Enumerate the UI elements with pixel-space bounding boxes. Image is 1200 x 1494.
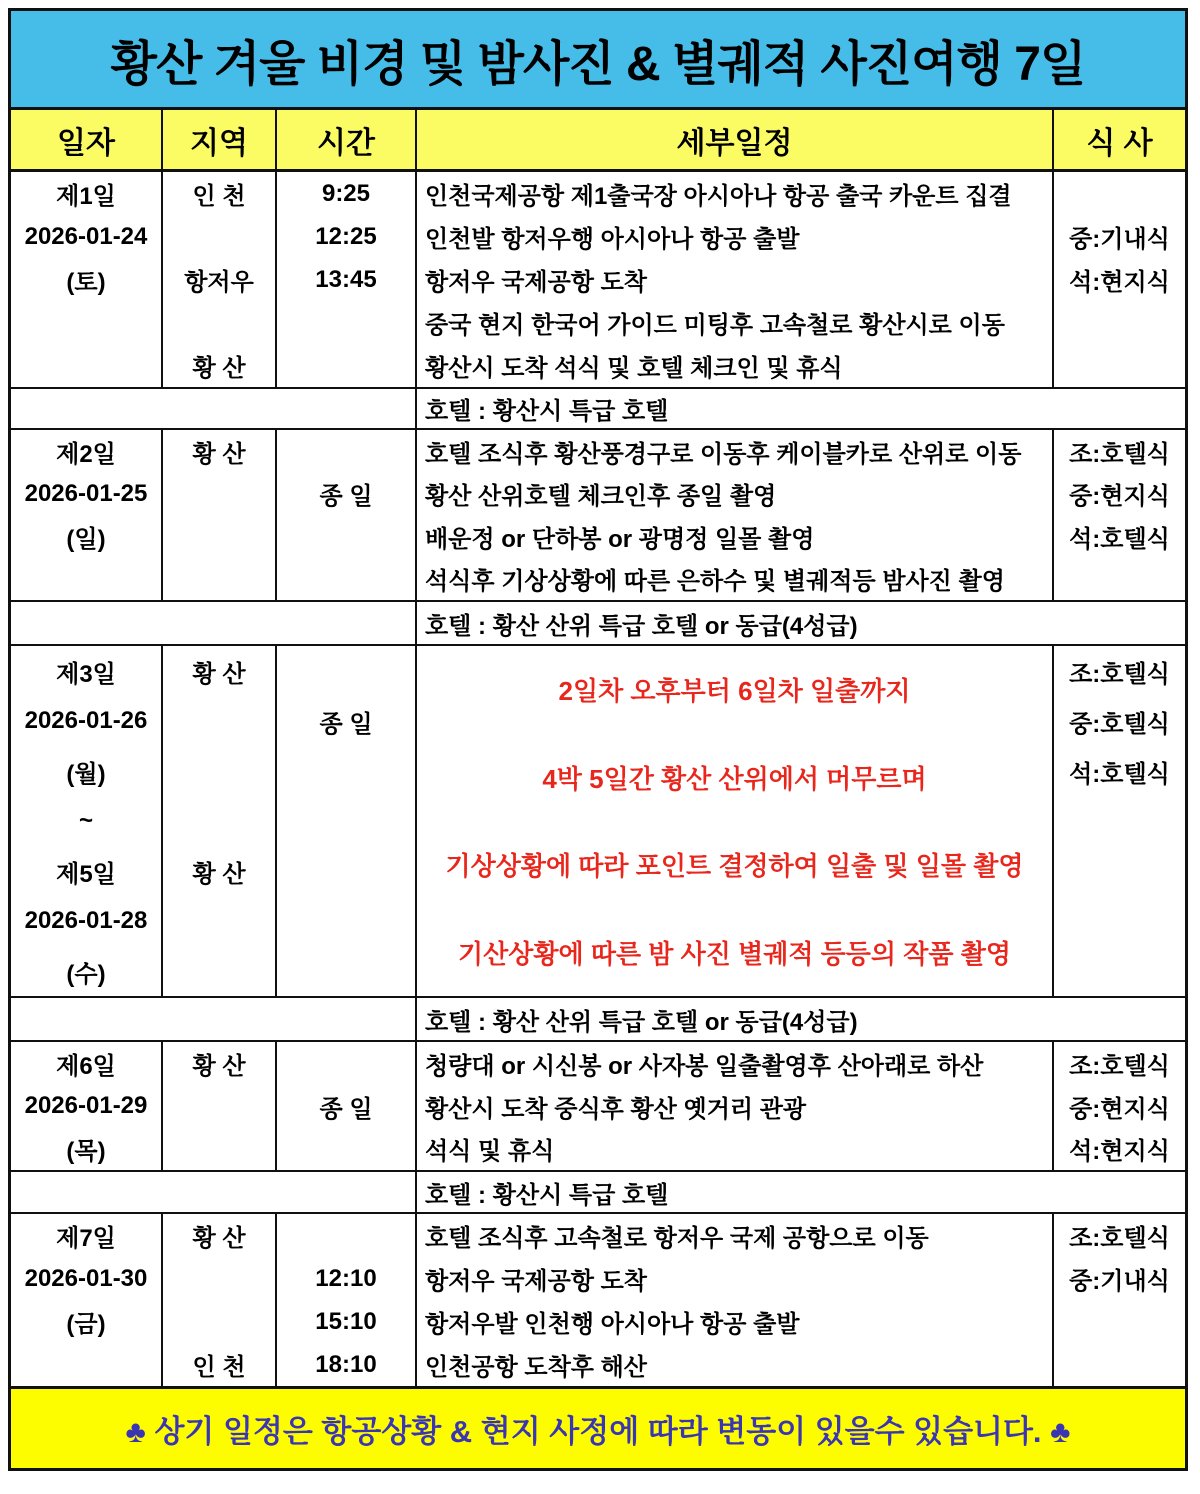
detail-line: 석식 및 휴식 [425,1138,555,1166]
hotel-note-cell [417,389,1185,428]
time-line [277,796,415,846]
hotel-note-cell [417,602,1185,644]
meal-line: 조:호텔식 [1069,440,1170,468]
detail-line: 4박 5일간 황산 산위에서 머무르며 [542,763,927,794]
meal-line: 석:현지식 [1069,1138,1170,1166]
column-header-meals: 식 사 [1086,126,1153,160]
time-line [277,946,415,996]
date-line: ~ [78,807,93,834]
region-line: 황 산 [192,355,246,382]
detail-line: 인천공항 도착후 해산 [425,1354,647,1381]
time-line [277,646,415,696]
region-line [163,746,275,796]
meal-line: 조:호텔식 [1069,1052,1170,1080]
date-line: (일) [66,525,106,553]
hotel-note: 호텔 : 황산 산위 특급 호텔 or 동급(4성급) [425,612,858,640]
date-line: (금) [66,1311,106,1338]
date-cell [11,646,163,996]
region-cell [163,1042,277,1170]
meal-line: 석:호텔식 [1069,760,1170,788]
hotel-row [11,996,1185,1040]
detail-line: 청량대 or 시신봉 or 사자봉 일출촬영후 산아래로 하산 [425,1052,984,1080]
meal-line [1054,896,1185,946]
region-line [163,896,275,946]
meal-line [1054,796,1185,846]
hotel-spacer-cell [11,602,417,644]
hotel-spacer-cell [11,1172,417,1212]
region-line: 인 천 [192,1354,246,1381]
region-line [163,696,275,746]
footer-notice: ♣ 상기 일정은 항공상황 & 현지 사정에 따라 변동이 있을수 있습니다. ♣ [11,1386,1185,1468]
detail-line: 기산상황에 따른 밤 사진 별궤적 등등의 작품 촬영 [458,938,1011,969]
hotel-spacer-cell [11,389,417,428]
time-line: 15:10 [315,1307,377,1335]
details-cell [417,172,1054,387]
meal-line [1054,1343,1185,1386]
date-line: 2026-01-25 [24,479,148,507]
region-line [163,1257,275,1300]
date-line [11,558,161,601]
detail-line: 호텔 조식후 고속철로 항저우 국제 공항으로 이동 [425,1225,929,1252]
details-cell [417,1214,1054,1386]
date-line [11,301,161,344]
hotel-row [11,1170,1185,1212]
itinerary-rows [11,172,1185,1386]
detail-line: 항저우 국제공항 도착 [425,1268,647,1295]
time-line: 종 일 [319,483,373,511]
column-header-details: 세부일정 [417,110,1054,169]
date-line [11,1343,161,1386]
itinerary-day-row [11,1040,1185,1170]
region-line [163,558,275,601]
table-header-row [11,110,1185,172]
meal-line: 중:현지식 [1069,1095,1170,1123]
date-line: (수) [66,960,106,988]
time-line: 12:25 [315,222,377,250]
region-line: 황 산 [192,860,246,888]
itinerary-day-row [11,172,1185,387]
detail-line: 기상상황에 따라 포인트 결정하여 일출 및 일몰 촬영 [445,851,1024,882]
detail-line: 황산 산위호텔 체크인후 종일 촬영 [425,483,777,511]
details-cell [417,1042,1054,1170]
meal-line: 조:호텔식 [1069,1225,1170,1252]
time-cell [277,172,417,387]
region-cell [163,1214,277,1386]
date-line: 제1일 [56,183,116,210]
region-cell [163,172,277,387]
region-line [163,301,275,344]
time-line [277,515,415,558]
time-line [277,558,415,601]
date-line: 2026-01-24 [24,222,148,250]
region-line [163,215,275,258]
time-line [277,896,415,946]
region-line: 항저우 [184,269,254,296]
region-line: 황 산 [192,1225,246,1252]
time-line [277,1042,415,1085]
meal-line [1054,846,1185,896]
itinerary-day-row [11,1212,1185,1386]
time-line [277,846,415,896]
column-header-date: 일자 [11,110,163,169]
meal-line: 중:현지식 [1069,483,1170,511]
date-line: (월) [66,760,106,788]
page-title: 황산 겨울 비경 및 밤사진 & 별궤적 사진여행 7일 [11,11,1185,110]
detail-line: 항저우 국제공항 도착 [425,269,647,296]
date-cell [11,1214,163,1386]
hotel-note: 호텔 : 황산시 특급 호텔 [425,1181,669,1209]
hotel-row [11,387,1185,428]
meals-cell [1054,1042,1185,1170]
region-cell [163,646,277,996]
meals-cell [1054,1214,1185,1386]
time-line: 12:10 [315,1264,377,1292]
date-cell [11,172,163,387]
detail-line: 황산시 도착 석식 및 호텔 체크인 및 휴식 [425,355,843,382]
meal-line [1054,946,1185,996]
region-line [163,1300,275,1343]
column-header-time: 시간 [277,110,417,169]
meal-line [1054,172,1185,215]
column-header-region: 지역 [163,110,277,169]
date-line: (목) [66,1138,106,1166]
time-line [277,1214,415,1257]
detail-line: 배운정 or 단하봉 or 광명정 일몰 촬영 [425,525,815,553]
meals-cell [1054,172,1185,387]
time-line: 종 일 [319,1095,373,1123]
hotel-spacer-cell [11,998,417,1040]
region-line: 인 천 [192,183,246,210]
hotel-note-cell [417,1172,1185,1212]
hotel-note: 호텔 : 황산 산위 특급 호텔 or 동급(4성급) [425,1008,858,1036]
date-cell [11,430,163,600]
date-line: 2026-01-26 [24,707,148,734]
region-line [163,796,275,846]
detail-line: 석식후 기상상황에 따른 은하수 및 별궤적등 밤사진 촬영 [425,568,1005,596]
detail-line: 인천국제공항 제1출국장 아시아나 항공 출국 카운트 집결 [425,183,1012,210]
time-line [277,1127,415,1170]
meal-line [1054,1300,1185,1343]
detail-line: 인천발 항저우행 아시아나 항공 출발 [425,226,800,253]
meal-line [1054,558,1185,601]
meal-line: 석:호텔식 [1069,525,1170,553]
region-line [163,1085,275,1128]
time-cell [277,1214,417,1386]
region-line [163,946,275,996]
time-cell [277,646,417,996]
date-line: 제2일 [56,440,116,468]
region-line [163,515,275,558]
time-cell [277,430,417,600]
meal-line: 중:기내식 [1069,226,1170,253]
region-line [163,1127,275,1170]
meal-line: 중:기내식 [1069,1268,1170,1295]
date-line: (토) [66,269,106,296]
meal-line [1054,344,1185,387]
time-cell [277,1042,417,1170]
meal-line: 석:현지식 [1069,269,1170,296]
meal-line: 조:호텔식 [1069,660,1170,688]
hotel-note: 호텔 : 황산시 특급 호텔 [425,398,669,425]
date-line: 제5일 [56,860,116,888]
meals-cell [1054,430,1185,600]
region-line: 황 산 [192,1052,246,1080]
details-cell [417,430,1054,600]
region-cell [163,430,277,600]
date-line: 2026-01-28 [24,907,148,934]
meals-cell [1054,646,1185,996]
date-line: 2026-01-30 [24,1264,148,1292]
time-line [277,746,415,796]
time-line [277,301,415,344]
itinerary-day-row [11,428,1185,600]
date-cell [11,1042,163,1170]
date-line: 제3일 [56,660,116,688]
time-line [277,430,415,473]
detail-line: 항저우발 인천행 아시아나 항공 출발 [425,1311,800,1338]
meal-line: 중:호텔식 [1069,710,1170,738]
region-line [163,473,275,516]
region-line: 황 산 [192,660,246,688]
date-line: 2026-01-29 [24,1092,148,1119]
time-line: 9:25 [321,179,371,207]
date-line: 제7일 [56,1225,116,1252]
meal-line [1054,301,1185,344]
time-line: 18:10 [315,1350,377,1378]
detail-line: 호텔 조식후 황산풍경구로 이동후 케이블카로 산위로 이동 [425,440,1022,468]
detail-line: 황산시 도착 중식후 황산 옛거리 관광 [425,1095,807,1123]
itinerary-day-row [11,644,1185,996]
hotel-note-cell [417,998,1185,1040]
detail-line: 중국 현지 한국어 가이드 미팅후 고속철로 황산시로 이동 [425,312,1005,339]
region-line: 황 산 [192,440,246,468]
itinerary-sheet [8,8,1188,1471]
time-line: 종 일 [319,710,373,738]
time-line: 13:45 [315,265,377,293]
detail-line: 2일차 오후부터 6일차 일출까지 [558,676,911,707]
date-line [11,344,161,387]
date-line: 제6일 [56,1052,116,1080]
hotel-row [11,600,1185,644]
time-line [277,344,415,387]
details-cell [417,646,1054,996]
